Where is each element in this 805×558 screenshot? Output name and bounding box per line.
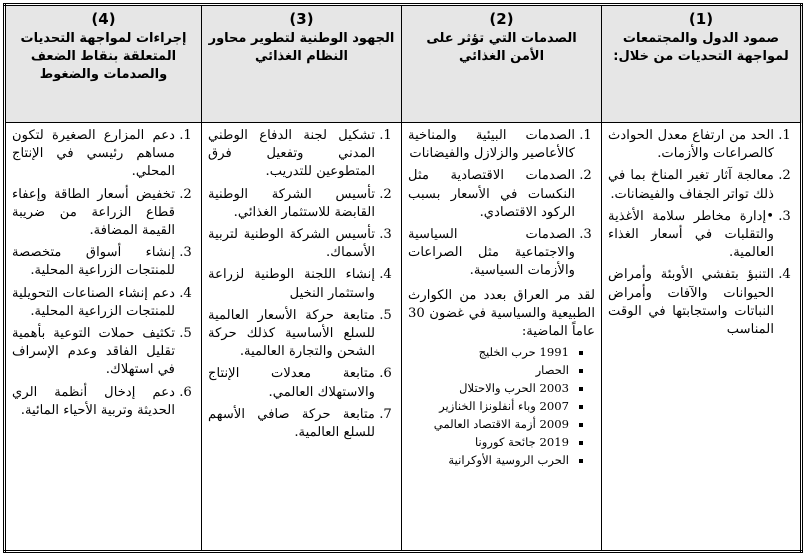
item-list — [608, 127, 794, 339]
item-list — [408, 127, 595, 281]
list-item: 1. تشكيل لجنة الدفاع الوطني المدني وتفعيل فرق المتطوعين للتدريب. — [208, 127, 375, 182]
list-item: 2. تأسيس الشركة الوطنية القابضة للاستثمار الغذائي. — [208, 186, 375, 222]
item-list — [12, 127, 195, 420]
list-item: 4. دعم إنشاء الصناعات التحويلية للمنتجات الزراعية المحلية. — [12, 285, 175, 321]
list-item: 5. متابعة حركة الأسعار العالمية للسلع الأساسية كذلك حركة الشحن والتجارة العالمية. — [208, 307, 375, 362]
list-item: 3. تأسيس الشركة الوطنية لتربية الأسماك. — [208, 226, 375, 262]
column-header-1 — [602, 5, 802, 123]
column-title: الصدمات التي تؤثر على الأمن الغذائي — [426, 31, 577, 64]
column-body-4 — [5, 123, 202, 552]
event-item: ▪ 2003 الحرب والاحتلال — [408, 379, 569, 397]
list-item: 1. الحد من ارتفاع معدل الحوادث كالصراعات والأزمات. — [608, 127, 774, 163]
column-body-3 — [202, 123, 402, 552]
list-item: 3. •إدارة مخاطر سلامة الأغذية والتقلبات في أسعار الغذاء العالمية. — [608, 208, 774, 263]
column-number: (1) — [688, 10, 714, 28]
food-security-table — [3, 3, 803, 553]
list-item: 3. إنشاء أسواق متخصصة للمنتجات الزراعية المحلية. — [12, 244, 175, 280]
column-title: صمود الدول والمجتمعات لمواجهة التحديات من خلال: — [613, 31, 789, 64]
event-item: ▪ 2009 أزمة الاقتصاد العالمي — [408, 415, 569, 433]
event-item: ▪ 2007 وباء أنفلونزا الخنازير — [408, 397, 569, 415]
list-item: 6. دعم إدخال أنظمة الري الحديثة وتربية الأحياء المائية. — [12, 384, 175, 420]
list-item: 1. الصدمات البيئية والمناخية كالأعاصير والزلازل والفيضانات — [408, 127, 575, 163]
column-title: إجراءات لمواجهة التحديات المتعلقة بنقاط الضعف والصدمات والضغوط — [20, 31, 187, 82]
iraq-paragraph: لقد مر العراق بعدد من الكوارث الطبيعية والسياسية في غضون 30 عاماً الماضية: — [408, 287, 595, 340]
event-item: ▪ 1991 حرب الخليج — [408, 343, 569, 361]
list-item: 4. التنبؤ بتفشي الأوبئة وأمراض الحيوانات والآفات وأمراض النباتات واستجابتها في الوقت المناسب — [608, 266, 774, 339]
column-header-3 — [202, 5, 402, 123]
content-row — [5, 123, 802, 552]
column-number: (2) — [489, 10, 514, 28]
column-body-1 — [602, 123, 802, 552]
column-header-2 — [402, 5, 602, 123]
list-item: 2. تخفيض أسعار الطاقة وإعفاء قطاع الزراعة من ضريبة القيمة المضافة. — [12, 186, 175, 241]
header-row — [5, 5, 802, 123]
list-item: 4. إنشاء اللجنة الوطنية لزراعة واستثمار النخيل — [208, 266, 375, 302]
events-list — [408, 343, 595, 469]
column-title: الجهود الوطنية لتطوير محاور النظام الغذائي — [208, 31, 395, 64]
event-item: ▪ الحرب الروسية الأوكرانية — [408, 451, 569, 469]
list-item: 7. متابعة حركة صافي الأسهم للسلع العالمية. — [208, 406, 375, 442]
item-list — [208, 127, 395, 442]
list-item: 2. معالجة آثار تغير المناخ بما في ذلك تواتر الجفاف والفيضانات. — [608, 167, 774, 203]
list-item: 3. الصدمات السياسية والاجتماعية مثل الصراعات والأزمات السياسية. — [408, 226, 575, 281]
event-item: ▪ 2019 جائحة كورونا — [408, 433, 569, 451]
list-item: 6. متابعة معدلات الإنتاج والاستهلاك العالمي. — [208, 365, 375, 401]
column-header-4 — [5, 5, 202, 123]
column-number: (4) — [91, 10, 116, 28]
event-item: ▪ الحصار — [408, 361, 569, 379]
list-item: 5. تكثيف حملات التوعية بأهمية تقليل الفاقد وعدم الإسراف في استهلاك. — [12, 325, 175, 380]
column-body-2 — [402, 123, 602, 552]
column-number: (3) — [289, 10, 314, 28]
list-item: 1. دعم المزارع الصغيرة لتكون مساهم رئيسي في الإنتاج المحلي. — [12, 127, 175, 182]
list-item: 2. الصدمات الاقتصادية مثل النكسات في الأسعار بسبب الركود الاقتصادي. — [408, 167, 575, 222]
